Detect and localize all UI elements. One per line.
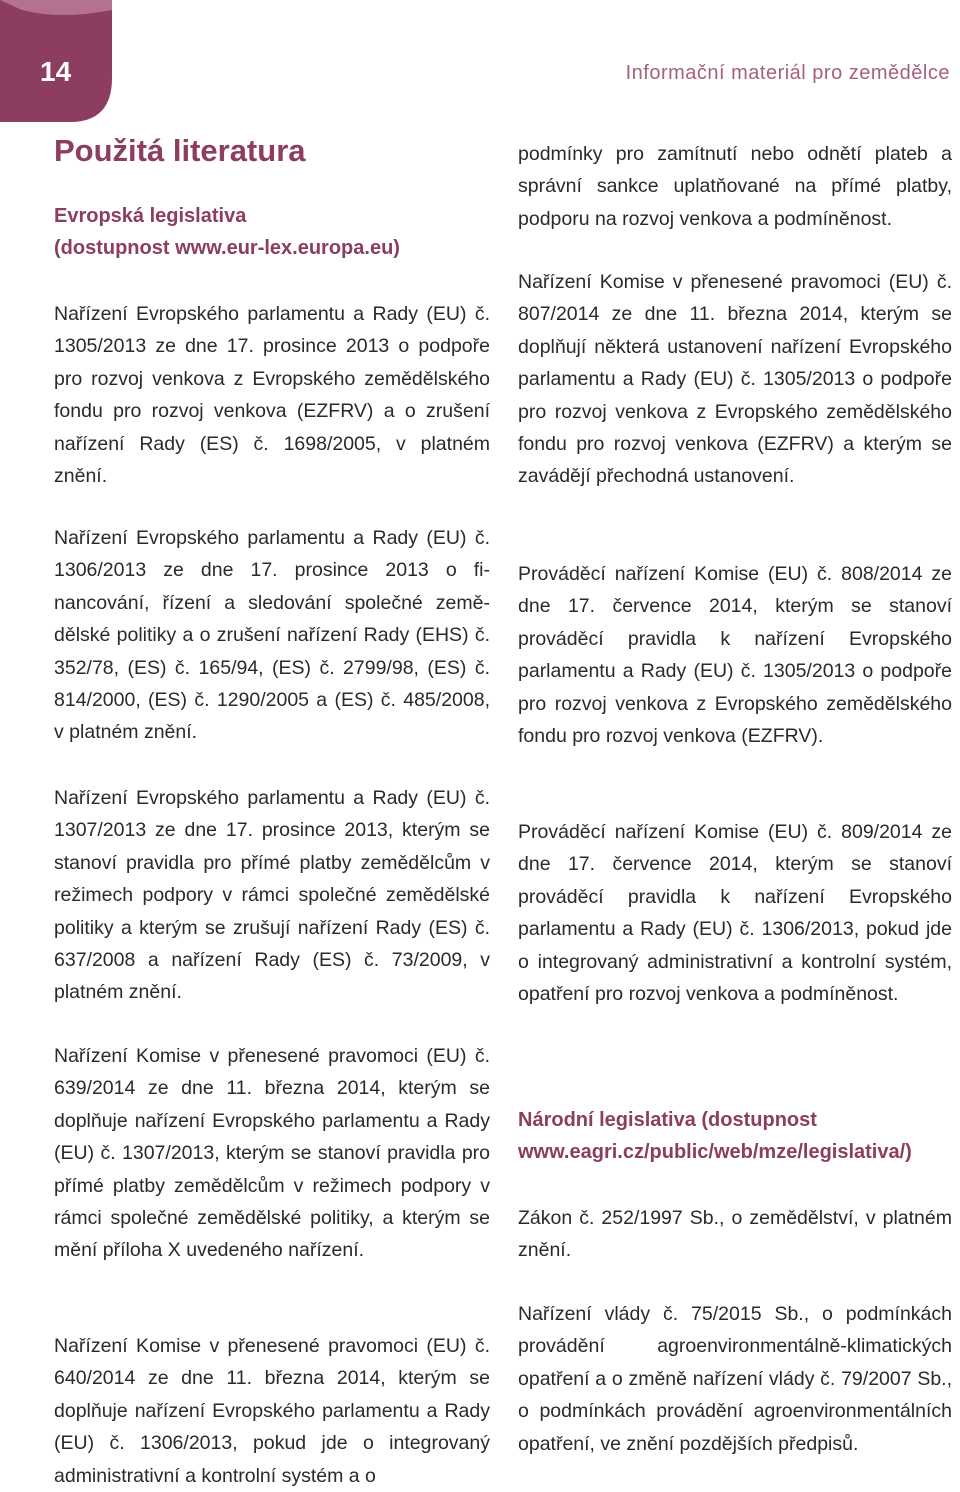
- eu-legislation-title: Evropská legislativa: [54, 205, 247, 227]
- reference-1306-2013: Nařízení Evropského parlamentu a Rady (EU) č. 1306/2013 ze dne 17. prosince 2013 o financování, řízení a sledování společné zemědělské politiky a o zrušení nařízení Rady (EHS) č. 352/78, (ES) č. 165/94, (ES) č. 2799/98, (ES) č. 814/2000, (ES) č. 1290/2005 a (ES) č. 485/2008, v platném znění.: [54, 527, 490, 744]
- reference-807-2014: Nařízení Komise v přenesené pravomoci (EU) č. 807/2014 ze dne 11. března 2014, kterým se doplňují některá ustanovení nařízení Evropského parlamentu a Rady (EU) č. 1305/2013 o podpoře pro rozvoj venkova z Evropského zemědělského fondu pro rozvoj venkova (EZFRV) a kterým se zavádějí přechodná ustanovení.: [518, 271, 952, 488]
- reference-act-252-1997: Zákon č. 252/1997 Sb., o zemědělství, v platném znění.: [518, 1207, 952, 1262]
- reference-decree-75-2015: Nařízení vlády č. 75/2015 Sb., o podmínkách provádění agroenvironmentálně-klimatických opatření a o změně nařízení vlády č. 79/2007 Sb., o podmínkách provádění agroenvironmentálních opatření, ve znění pozdějších předpisů.: [518, 1303, 952, 1455]
- national-legislation-title: Národní legislativa (dostupnost: [518, 1109, 817, 1131]
- national-legislation-subheading: [518, 1104, 952, 1169]
- reference-640-2014-continued: podmínky pro zamítnutí nebo odnětí plateb a správní sankce uplatňované na přímé platby, podporu na rozvoj venkova a podmíněnost.: [518, 143, 952, 230]
- reference-809-2014: Prováděcí nařízení Komise (EU) č. 809/2014 ze dne 17. července 2014, kterým se stanoví prováděcí pravidla k nařízení Evropského parlamentu a Rady (EU) č. 1306/2013, pokud jde o integrovaný administrativní a kontrolní systém, opatření pro rozvoj venkova a podmíněnost.: [518, 821, 952, 1006]
- eu-legislation-subheading: [54, 200, 490, 265]
- reference-808-2014: Prováděcí nařízení Komise (EU) č. 808/2014 ze dne 17. července 2014, kterým se stanoví prováděcí pravidla k nařízení Evropského parlamentu a Rady (EU) č. 1305/2013 o podpoře pro rozvoj venkova z Evropského zemědělského fondu pro rozvoj venkova (EZFRV).: [518, 563, 952, 748]
- running-header: Informační materiál pro zemědělce: [625, 62, 950, 84]
- national-legislation-source: www.eagri.cz/public/web/mze/legislativa/): [518, 1141, 912, 1164]
- reference-1307-2013: Nařízení Evropského parlamentu a Rady (EU) č. 1307/2013 ze dne 17. prosince 2013, kterým se stanoví pravidla pro přímé platby zemědělcům v režimech podpory v rámci společné zemědělské politiky a kterým se zrušují nařízení Rady (ES) č. 637/2008 a nařízení Rady (ES) č. 73/2009, v platném znění.: [54, 787, 490, 1004]
- reference-1305-2013: Nařízení Evropského parlamentu a Rady (EU) č. 1305/2013 ze dne 17. prosince 2013 o podpoře pro rozvoj venkova z Evropského zemědělského fondu pro rozvoj venkova (EZFRV) a o zrušení nařízení Rady (ES) č. 1698/2005, v platném znění.: [54, 303, 490, 488]
- eu-legislation-source: (dostupnost www.eur-lex.europa.eu): [54, 237, 400, 260]
- section-heading: Použitá literatura: [54, 133, 306, 168]
- reference-639-2014: Nařízení Komise v přenesené pravomoci (EU) č. 639/2014 ze dne 11. března 2014, kterým se doplňuje nařízení Evropského parlamentu a Rady (EU) č. 1307/2013, kterým se stanoví pravidla pro přímé platby zemědělcům v režimech podpory v rámci společné zemědělské politiky, a kterým se mění příloha X uvedeného nařízení.: [54, 1045, 490, 1262]
- reference-640-2014: Nařízení Komise v přenesené pravomoci (EU) č. 640/2014 ze dne 11. března 2014, kterým se doplňuje nařízení Evropského parlamentu a Rady (EU) č. 1306/2013, pokud jde o integrovaný administrativní a kontrolní systém a o: [54, 1335, 490, 1487]
- page-number: 14: [40, 56, 72, 87]
